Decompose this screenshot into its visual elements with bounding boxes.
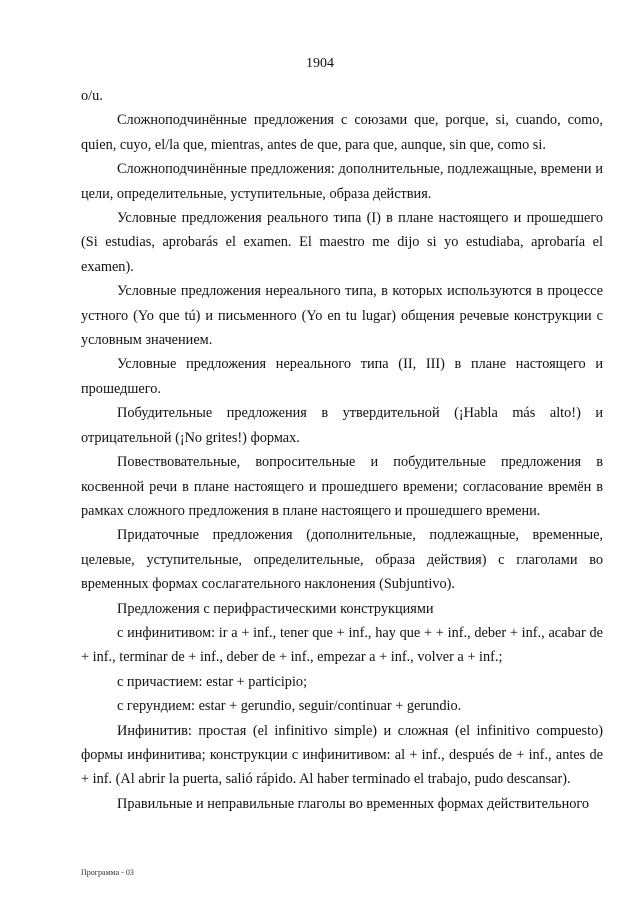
paragraph: с инфинитивом: ir a + inf., tener que + inf., hay que + + inf., deber + inf., acabar de + inf., terminar de + inf., deber de + inf., empezar a + inf., volver a + inf.; [81,624,603,666]
paragraph: Условные предложения реального типа (I) в плане настоящего и прошедшего (Si estudias, aprobarás el examen. El maestro me dijo si yo estudiaba, aprobaría el examen). [81,210,603,275]
page-number: 1904 [306,56,334,71]
page-body [81,84,603,816]
paragraph: o/u. [81,88,103,104]
page-footer: Программа - 03 [81,868,134,877]
paragraph: Повествовательные, вопросительные и побудительные предложения в косвенной речи в плане настоящего и прошедшего времени; согласование времён в рамках сложного предложения в плане настоящего и прошедшего времени. [81,454,603,519]
paragraph: с причастием: estar + participio; [117,673,308,690]
paragraph: Сложноподчинённые предложения: дополнительные, подлежащные, времени и цели, определительные, уступительные, образа действия. [81,161,603,202]
paragraph: Предложения с перифрастическими конструкциями [117,600,434,617]
paragraph: Условные предложения нереального типа (II, III) в плане настоящего и прошедшего. [81,356,603,397]
paragraph: Условные предложения нереального типа, в которых используются в процессе устного (Yo que tú) и письменного (Yo en tu lugar) общения речевые конструкции с условным значением. [81,283,603,349]
paragraph: Сложноподчинённые предложения с союзами que, porque, si, cuando, como, quien, cuyo, el/la que, mientras, antes de que, para que, aunque, sin que, como si. [81,112,603,153]
paragraph: Инфинитив: простая (el infinitivo simple) и сложная (el infinitivo compuesto) формы инфинитива; конструкции с инфинитивом: al + inf., después de + inf., antes de + inf. (Al abrir la puerta, salió rápido. Al haber terminado el trabajo, pudo descansar). [81,722,603,788]
paragraph: Правильные и неправильные глаголы во временных формах действительного [117,795,590,812]
paragraph: с герундием: estar + gerundio, seguir/continuar + gerundio. [117,698,462,715]
paragraph: Придаточные предложения (дополнительные, подлежащные, временные, целевые, уступительные, определительные, образа действия) с глаголами во временных формах сослагательного наклонения (Subjuntivo). [81,527,603,593]
paragraph: Побудительные предложения в утвердительной (¡Habla más alto!) и отрицательной (¡No grites!) формах. [81,405,603,446]
